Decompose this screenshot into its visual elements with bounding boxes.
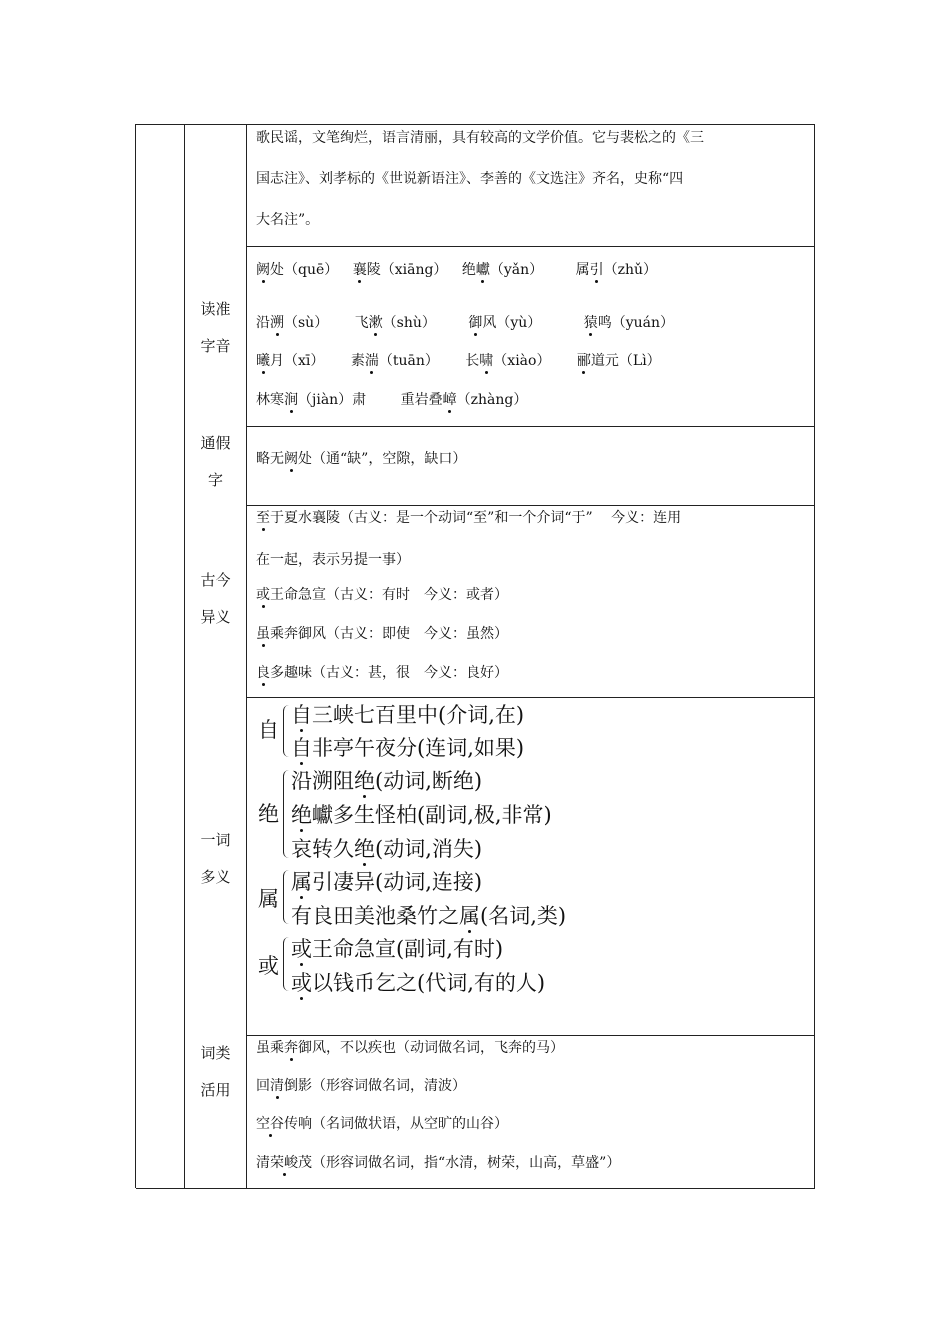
text: （jiàn）肃: [298, 392, 367, 408]
cilei-item: [256, 1152, 620, 1172]
polysemy-char: 绝: [258, 802, 279, 826]
text: （zhǔ）: [603, 262, 658, 278]
text: 绝: [461, 262, 476, 278]
text: 以钱币乞之(代词,有的人): [312, 971, 546, 995]
pronunciation-item: [584, 315, 674, 331]
text: 陵（xiāng）: [366, 262, 448, 278]
text: 处（通“缺”，空隙，缺口）: [298, 451, 467, 467]
pronunciation-item: [256, 353, 324, 369]
text: 传响（名词做状语，从空旷的山谷）: [284, 1116, 508, 1132]
text: 在一起，表示另提一事）: [256, 552, 410, 568]
pronunciation-row-2: [256, 312, 684, 332]
text: 哀转久: [291, 837, 354, 861]
dotted-char: 虽: [256, 626, 270, 642]
text: 御风，不以疾也（动词做名词，飞奔的马）: [298, 1040, 564, 1056]
dotted-char: 奔: [284, 1040, 298, 1056]
intro-line: 大名注”。: [256, 212, 320, 228]
intro-line: 国志注》、刘孝标的《世说新语注》、李善的《文选注》齐名，史称“四: [256, 171, 684, 187]
label-text: 古今: [200, 571, 231, 589]
pronunciation-item: [353, 262, 448, 278]
label-text: 字音: [200, 337, 231, 355]
text: 道元（Lì）: [590, 353, 661, 369]
brace: [283, 870, 289, 924]
pronunciation-item: [468, 315, 541, 331]
label-text: 多义: [200, 868, 231, 886]
pronunciation-item: [256, 315, 328, 331]
label-text: 通假: [200, 434, 231, 452]
brace: [283, 705, 289, 757]
text: 多趣味（古义：甚，很 今义：良好）: [270, 665, 508, 681]
text: （shù）: [382, 315, 436, 331]
text: 处（quē）: [270, 262, 339, 278]
text: （tuān）: [378, 353, 439, 369]
row-divider: [246, 1035, 815, 1036]
polysemy-item: [291, 900, 566, 930]
gujin-item: [256, 623, 508, 643]
brace: [283, 937, 289, 991]
polysemy-item: [291, 933, 503, 963]
gujin-item: [256, 662, 508, 682]
text: 于夏水襄陵（古义：是一个动词“至”和一个介词“于” 今义：连用: [270, 510, 682, 526]
dotted-char: 属: [459, 904, 480, 928]
cilei-item: [256, 1075, 466, 1095]
dotted-chars: 空谷: [256, 1116, 284, 1132]
text: 巘多生怪柏(副词,极,非常): [312, 803, 552, 827]
text: 沿溯阻: [291, 769, 354, 793]
column-divider-2: [246, 125, 247, 1188]
row-divider: [246, 426, 815, 427]
dotted-char: 自: [291, 736, 312, 760]
dotted-char: 良: [256, 665, 270, 681]
table-right-border: [814, 125, 815, 1188]
label-text: 词类: [200, 1044, 231, 1062]
dotted-char: 清: [270, 1078, 284, 1094]
dotted-char: 阙: [256, 262, 270, 278]
dotted-char: 曦: [256, 353, 270, 369]
cilei-item: [256, 1037, 564, 1057]
text: 三峡七百里中(介词,在): [312, 703, 525, 727]
text: 虽乘: [256, 1040, 284, 1056]
label-text: 一词: [200, 831, 231, 849]
pronunciation-item: [401, 392, 528, 408]
polysemy-item: [291, 699, 524, 729]
dotted-char: 自: [291, 703, 312, 727]
intro-line: 歌民谣，文笔绚烂，语言清丽，具有较高的文学价值。它与裴松之的《三: [256, 130, 704, 146]
text: 鸣（yuán）: [597, 315, 675, 331]
dotted-char: 属: [291, 870, 312, 894]
text: 非亭午夜分(连词,如果): [312, 736, 525, 760]
dotted-char: 绝: [354, 837, 375, 861]
dotted-char: 漱: [368, 315, 383, 331]
column-divider-1: [184, 125, 185, 1188]
text: 属: [575, 262, 590, 278]
dotted-char: 猿: [583, 315, 598, 331]
gujin-item: [256, 507, 681, 527]
dotted-char: 阙: [284, 451, 298, 467]
dotted-char: 郦: [576, 353, 591, 369]
row-divider: [246, 505, 815, 506]
text: 月（xī）: [270, 353, 325, 369]
section-label-polysemy: [185, 822, 246, 896]
row-divider: [246, 697, 815, 698]
text: (名词,类): [480, 904, 567, 928]
polysemy-char: 或: [258, 954, 279, 978]
text: 王命急宣(副词,有时): [312, 937, 504, 961]
gujin-item: [256, 584, 508, 604]
polysemy-item: [291, 732, 524, 762]
text: 引凄异(动词,连接): [312, 870, 483, 894]
text: 长: [465, 353, 480, 369]
text: 有良田美池桑竹之: [291, 904, 459, 928]
dotted-char: 巘: [475, 262, 490, 278]
label-text: 异义: [200, 608, 231, 626]
label-text: 字: [207, 471, 223, 489]
dotted-char: 绝: [354, 769, 375, 793]
text: （sù）: [284, 315, 329, 331]
pronunciation-item: [577, 353, 661, 369]
dotted-chars: 清荣峻茂: [256, 1155, 312, 1171]
cilei-item: [256, 1113, 508, 1133]
pronunciation-row-1: [256, 259, 667, 279]
pronunciation-item: [355, 315, 436, 331]
section-label-gujin: [185, 562, 246, 636]
pronunciation-item: [465, 353, 550, 369]
text: 沿: [256, 315, 270, 331]
gujin-item: [256, 549, 410, 569]
polysemy-char: 自: [258, 718, 279, 742]
section-label-pronunciation: [185, 291, 246, 365]
section-label-tongjia: [185, 425, 246, 499]
polysemy-item: [291, 765, 482, 795]
pronunciation-item: [256, 262, 338, 278]
text: （xiào）: [493, 353, 551, 369]
pronunciation-row-3: [256, 350, 671, 370]
text: （形容词做名词，指“水清，树荣，山高，草盛”）: [312, 1155, 621, 1171]
text: 风（yù）: [482, 315, 542, 331]
label-text: 活用: [200, 1081, 231, 1099]
dotted-char: 御: [468, 315, 483, 331]
text: 回: [256, 1078, 270, 1094]
pronunciation-item: [351, 353, 439, 369]
text: （zhàng）: [456, 392, 528, 408]
text: 重岩叠: [400, 392, 443, 408]
brace: [283, 770, 289, 858]
text: 乘奔御风（古义：即使 今义：虽然）: [270, 626, 508, 642]
dotted-char: 或: [291, 971, 312, 995]
polysemy-item: [291, 833, 482, 863]
polysemy-char: 属: [258, 887, 279, 911]
pronunciation-item: [576, 262, 657, 278]
section-label-cilei: [185, 1035, 246, 1109]
polysemy-item: [291, 967, 545, 997]
pronunciation-row-4: [256, 389, 537, 409]
dotted-char: 引: [589, 262, 604, 278]
pronunciation-item: [462, 262, 543, 278]
label-text: 读准: [200, 300, 231, 318]
polysemy-item: [291, 866, 482, 896]
text: (动词,断绝): [375, 769, 483, 793]
dotted-char: 溯: [270, 315, 284, 331]
dotted-char: 湍: [364, 353, 379, 369]
dotted-char: 绝: [291, 803, 312, 827]
text: 素: [350, 353, 365, 369]
dotted-char: 至: [256, 510, 270, 526]
text: 飞: [354, 315, 369, 331]
text: 林寒: [256, 392, 284, 408]
dotted-char: 或: [256, 587, 270, 603]
notes-table: [135, 124, 815, 1188]
dotted-char: 嶂: [442, 392, 457, 408]
pronunciation-item: [256, 392, 366, 408]
text: 王命急宣（古义：有时 今义：或者）: [270, 587, 508, 603]
text: 略无: [256, 451, 284, 467]
dotted-char: 啸: [479, 353, 494, 369]
table-bottom-border: [136, 1188, 815, 1189]
tongjia-item: [256, 448, 466, 468]
dotted-char: 或: [291, 937, 312, 961]
polysemy-item: [291, 799, 552, 829]
dotted-char: 襄: [352, 262, 367, 278]
text: (动词,消失): [375, 837, 483, 861]
row-divider: [246, 246, 815, 247]
text: （yǎn）: [489, 262, 544, 278]
text: 倒影（形容词做名词，清波）: [284, 1078, 466, 1094]
dotted-char: 涧: [284, 392, 298, 408]
